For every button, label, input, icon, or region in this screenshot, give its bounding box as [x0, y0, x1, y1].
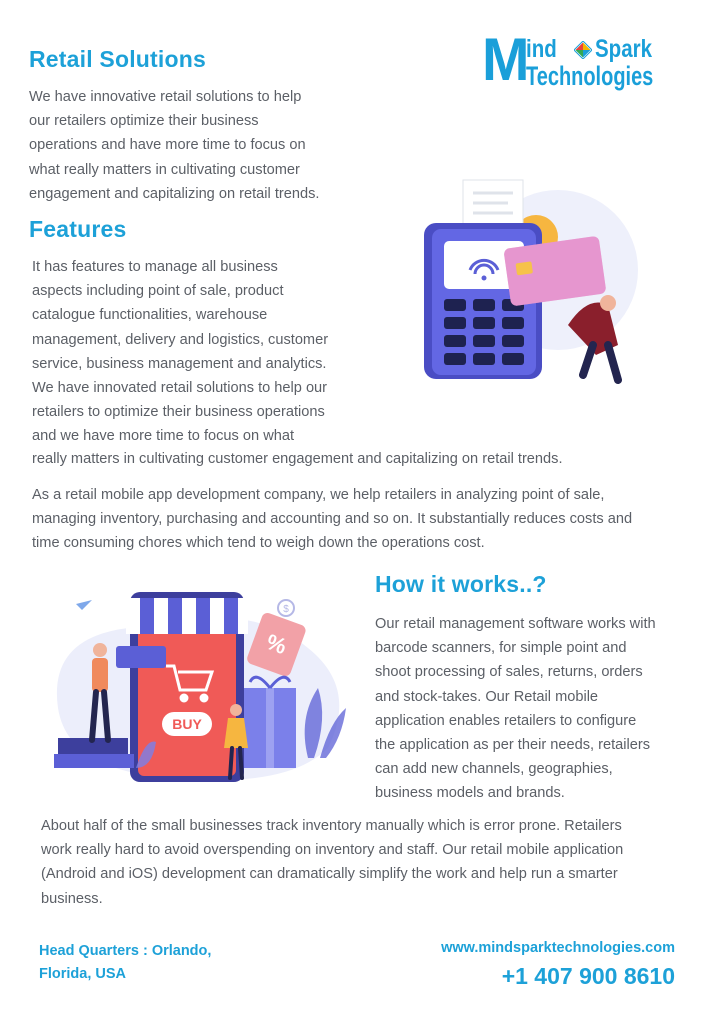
text-line: application enables retailers to configure	[375, 712, 637, 729]
how-it-works-paragraph	[375, 612, 705, 806]
text-line: service, business management and analytics.	[32, 355, 327, 372]
woman-figure	[230, 704, 242, 716]
text-line: time consuming chores which tend to weigh down the operations cost.	[32, 535, 485, 552]
retail-solutions-heading: Retail Solutions	[29, 46, 206, 72]
text-line: and we have more time to focus on what	[32, 428, 295, 445]
text-line: It has features to manage all business	[32, 259, 278, 275]
text-line: what really matters in cultivating customer	[29, 161, 300, 178]
text-line: catalogue functionalities, warehouse	[32, 307, 268, 324]
company-logo	[482, 26, 682, 94]
text-line: barcode scanners, for simple point and	[375, 640, 627, 657]
text-line: work really hard to avoid overspending on inventory and staff. Our retail mobile application	[41, 842, 624, 859]
logo-letter-m: M	[482, 26, 528, 93]
inventory-paragraph	[41, 814, 701, 911]
man-figure	[93, 643, 107, 657]
hq-line-2: Florida, USA	[39, 966, 127, 982]
retail-solutions-paragraph	[29, 85, 389, 206]
mobile-store-illustration	[38, 588, 350, 788]
text-line: the application as per their needs, retailers	[375, 737, 651, 754]
headquarters-address	[39, 940, 211, 986]
paper-plane-icon	[76, 600, 92, 610]
text-line: can add new channels, geographies,	[375, 761, 613, 778]
text-line: (Android and iOS) development can dramatically simplify the work and help run a smarter	[41, 866, 618, 883]
percent-label: %	[263, 628, 291, 660]
hq-line-1: Head Quarters : Orlando,	[39, 943, 212, 959]
logo-word-mind: ind	[526, 35, 557, 63]
website-link[interactable]: www.mindsparktechnologies.com	[441, 940, 675, 956]
text-line: management, delivery and logistics, customer	[32, 331, 329, 348]
dollar-label: $	[283, 604, 289, 615]
phone-number[interactable]: +1 407 900 8610	[501, 963, 675, 989]
text-line: engagement and capitalizing on retail trends.	[29, 185, 320, 202]
pos-terminal-illustration	[418, 175, 648, 390]
text-line: our retailers optimize their business	[29, 113, 259, 130]
text-line: shoot processing of sales, returns, orders	[375, 664, 643, 681]
text-line: About half of the small businesses track inventory manually which is error prone. Retailers	[41, 818, 622, 834]
text-line: retailers to optimize their business operations	[32, 404, 325, 421]
how-it-works-heading: How it works..?	[375, 571, 547, 597]
text-line: business models and brands.	[375, 785, 565, 802]
text-line: We have innovated retail solutions to help our	[32, 380, 328, 397]
text-line: We have innovative retail solutions to help	[29, 89, 302, 105]
text-line: aspects including point of sale, product	[32, 283, 284, 300]
text-line: and stock-takes. Our Retail mobile	[375, 688, 599, 705]
text-line: really matters in cultivating customer engagement and capitalizing on retail trends.	[32, 450, 563, 467]
text-line: Our retail management software works with	[375, 616, 656, 632]
text-line: business.	[41, 890, 103, 907]
logo-word-spark: Spark	[595, 35, 652, 63]
text-line: operations and have more time to focus on	[29, 137, 306, 154]
text-line: As a retail mobile app development company, we help retailers in analyzing point of sale,	[32, 487, 605, 503]
awning	[126, 598, 248, 634]
logo-diamond-icon	[574, 41, 592, 59]
logo-word-technologies: Technologies	[526, 61, 654, 91]
laptop-icon	[116, 646, 166, 668]
buy-label: BUY	[172, 716, 202, 732]
mobile-app-paragraph	[32, 483, 692, 556]
features-heading: Features	[29, 216, 127, 242]
text-line: managing inventory, purchasing and accounting and so on. It substantially reduces costs and	[32, 511, 633, 528]
